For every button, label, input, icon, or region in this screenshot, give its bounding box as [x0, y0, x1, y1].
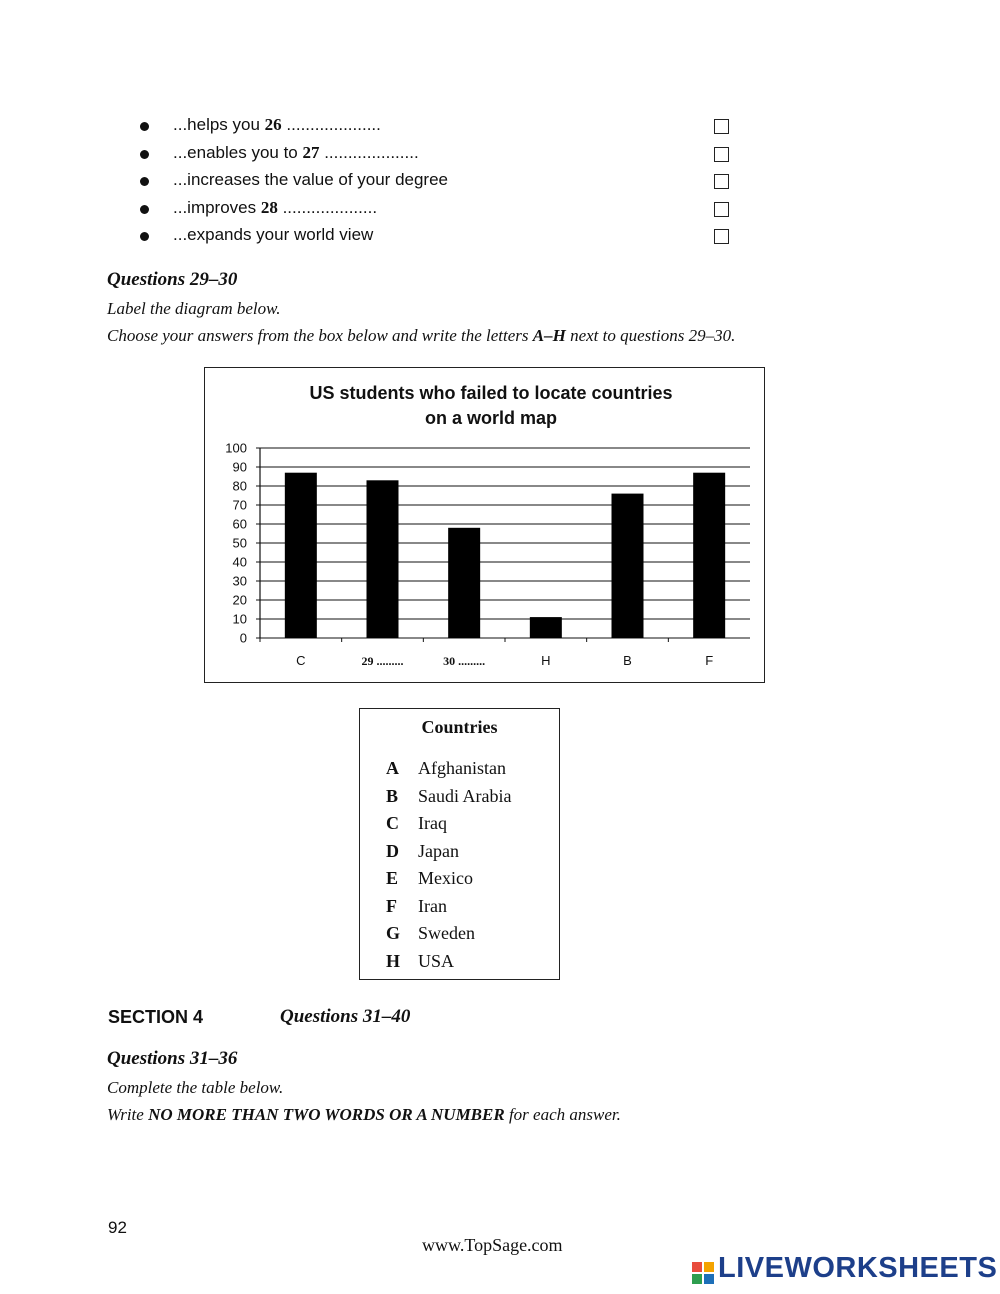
y-tick-label: 90 — [232, 459, 247, 475]
answer-blank: .................... — [319, 142, 419, 162]
option-letter: F — [386, 896, 397, 916]
bar-1 — [367, 480, 399, 638]
chart-title-line2: on a world map — [424, 408, 558, 428]
country-option-d — [386, 841, 459, 862]
chart-x-tick-labels — [296, 653, 713, 668]
bullet-item-28 — [140, 198, 760, 226]
checkbox[interactable] — [714, 229, 729, 244]
option-name: Sweden — [418, 923, 475, 943]
benefits-list — [140, 115, 760, 253]
x-tick-label: 30 ......... — [443, 654, 486, 668]
bar-4 — [612, 494, 644, 638]
option-letter: D — [386, 841, 399, 861]
checkbox[interactable] — [714, 202, 729, 217]
option-name: Iran — [418, 896, 447, 916]
checkbox[interactable] — [714, 147, 729, 162]
y-tick-label: 40 — [232, 554, 247, 570]
x-tick-label: F — [705, 653, 714, 668]
chart-bars — [285, 473, 725, 638]
section-4-label: SECTION 4 — [108, 1007, 204, 1027]
instruction-complete-table: Complete the table below. — [107, 1078, 284, 1097]
countries-box — [359, 708, 560, 980]
chart-title-line1: US students who failed to locate countries — [309, 383, 673, 403]
option-letter: G — [386, 923, 401, 943]
x-tick-label: C — [296, 653, 306, 668]
country-option-h — [386, 951, 454, 972]
option-name: Afghanistan — [418, 758, 506, 778]
section-4-questions: Questions 31–40 — [280, 1006, 411, 1027]
chart-y-tick-labels — [225, 441, 247, 646]
country-option-e — [386, 868, 473, 889]
y-tick-label: 10 — [232, 611, 247, 627]
bullet-item-26 — [140, 115, 760, 143]
x-tick-label: 29 ......... — [361, 654, 404, 668]
bar-5 — [693, 473, 725, 638]
option-letter: C — [386, 813, 399, 833]
bullet-text: ...improves — [173, 197, 261, 217]
y-tick-label: 20 — [232, 592, 247, 608]
x-tick-label: H — [541, 653, 551, 668]
question-number: 28 — [260, 197, 278, 217]
chart-gridlines — [256, 448, 750, 642]
country-option-a — [386, 758, 506, 779]
country-option-f — [386, 896, 447, 917]
instruction-word-limit: Write NO MORE THAN TWO WORDS OR A NUMBER for each answer. — [107, 1105, 621, 1124]
bar-0 — [285, 473, 317, 638]
country-option-g — [386, 923, 475, 944]
bullet-text: ...increases the value of your degree — [173, 170, 448, 189]
answer-blank: .................... — [277, 197, 378, 217]
option-letter: A — [386, 758, 399, 778]
option-letter: B — [386, 786, 399, 806]
bullet-dot-icon — [140, 150, 149, 159]
y-tick-label: 30 — [232, 573, 247, 589]
option-name: Saudi Arabia — [418, 786, 512, 806]
question-number: 27 — [302, 142, 320, 162]
instruction-choose-answers: Choose your answers from the box below and write the letters A–H next to questions 29–30. — [107, 326, 736, 345]
bullet-item-world-view — [140, 225, 760, 253]
questions-29-30-heading: Questions 29–30 — [107, 269, 238, 290]
bar-2 — [448, 528, 480, 638]
bullet-item-27 — [140, 143, 760, 171]
option-name: Japan — [418, 841, 459, 861]
checkbox[interactable] — [714, 119, 729, 134]
questions-31-36-heading: Questions 31–36 — [107, 1048, 238, 1069]
question-number: 26 — [264, 115, 282, 134]
bar-chart — [205, 368, 763, 681]
x-tick-label: B — [623, 653, 632, 668]
bullet-dot-icon — [140, 205, 149, 214]
bullet-dot-icon — [140, 177, 149, 186]
country-option-b — [386, 786, 511, 807]
option-name: USA — [418, 951, 455, 971]
y-tick-label: 60 — [232, 516, 247, 532]
liveworksheets-brand[interactable] — [692, 1252, 997, 1285]
option-letter: H — [386, 951, 401, 971]
option-letter: E — [386, 868, 399, 888]
bullet-text: ...expands your world view — [173, 225, 374, 244]
checkbox[interactable] — [714, 174, 729, 189]
bullet-text: ...enables you to — [173, 142, 303, 162]
bullet-text: ...helps you — [173, 115, 265, 134]
bar-3 — [530, 617, 562, 638]
y-tick-label: 100 — [225, 440, 247, 456]
bullet-item-degree — [140, 170, 760, 198]
y-tick-label: 70 — [232, 497, 247, 513]
page-number: 92 — [108, 1218, 127, 1237]
bar-chart-frame — [204, 367, 765, 683]
option-name: Mexico — [418, 868, 473, 888]
website-link[interactable]: www.TopSage.com — [422, 1235, 563, 1255]
bullet-dot-icon — [140, 122, 149, 131]
country-option-c — [386, 813, 447, 834]
answer-blank: .................... — [281, 115, 381, 134]
y-tick-label: 80 — [232, 478, 247, 494]
countries-title: Countries — [421, 717, 498, 737]
option-name: Iraq — [418, 813, 447, 833]
instruction-label-diagram: Label the diagram below. — [107, 299, 281, 318]
liveworksheets-wordmark: LIVEWORKSHEETS — [718, 1252, 998, 1284]
liveworksheets-logo-icon — [692, 1262, 714, 1284]
bullet-dot-icon — [140, 232, 149, 241]
y-tick-label: 0 — [239, 630, 247, 646]
y-tick-label: 50 — [232, 535, 247, 551]
